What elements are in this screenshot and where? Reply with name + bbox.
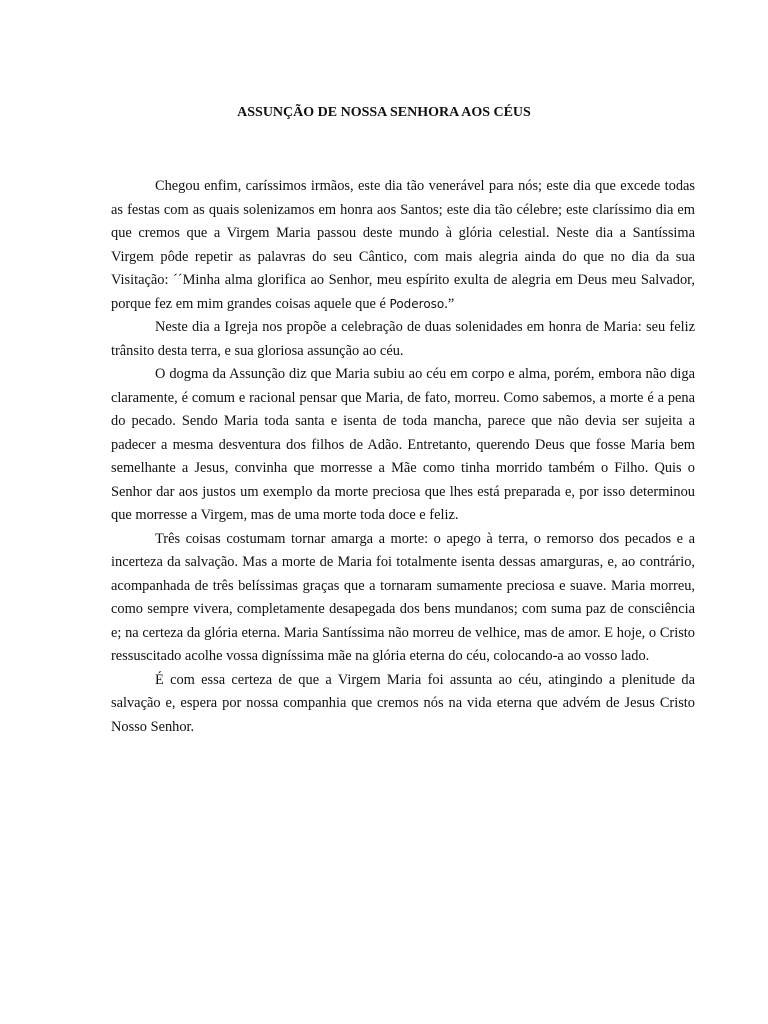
document-body: [111, 175, 695, 739]
paragraph-5: É com essa certeza de que a Virgem Maria foi assunta ao céu, atingindo a plenitude da salvação e, espera por nossa companhia que cremos nós na vida eterna que advém de Jesus Cristo Nosso Senhor.: [111, 671, 695, 735]
paragraph-2: Neste dia a Igreja nos propõe a celebração de duas solenidades em honra de Maria: seu feliz trânsito desta terra, e sua gloriosa assunção ao céu.: [111, 319, 695, 359]
opening-quote-mark: ´´: [173, 272, 183, 288]
quote-text: Minha alma glorifica ao Senhor, meu espírito exulta de alegria em Deus meu Salvador, porque fez em mim grandes coisas aquele que é: [111, 272, 695, 312]
closing-quote-mark: .”: [444, 295, 455, 312]
paragraph-3: O dogma da Assunção diz que Maria subiu ao céu em corpo e alma, porém, embora não diga claramente, é comum e racional pensar que Maria, de fato, morreu. Como sabemos, a morte é a pena do pecado. Sendo Maria toda santa e isenta de toda mancha, parece que não devia ser sujeita a padecer a mesma desventura dos filhos de Adão. Entretanto, querendo Deus que fosse Maria bem semelhante a Jesus, convinha que morresse a Mãe como tinha morrido também o Filho. Quis o Senhor dar aos justos um exemplo da morte preciosa que lhes está preparada e, por isso determinou que morresse a Virgem, mas de uma morte toda doce e feliz.: [111, 366, 695, 523]
paragraph-1-text: Chegou enfim, caríssimos irmãos, este dia tão venerável para nós; este dia que excede todas as festas com as quais solenizamos em honra aos Santos; este dia tão célebre; este claríssimo dia em que cremos que a Virgem Maria passou deste mundo à glória celestial. Neste dia a Santíssima Virgem pôde repetir as palavras do seu Cântico, com mais alegria ainda do que no dia da sua Visitação:: [111, 178, 695, 288]
quote-last-word: Poderoso: [389, 296, 445, 311]
paragraph-1: [111, 175, 695, 316]
paragraph-4: Três coisas costumam tornar amarga a morte: o apego à terra, o remorso dos pecados e a incerteza da salvação. Mas a morte de Maria foi totalmente isenta dessas amarguras, e, ao contrário, acompanhada de três belíssimas graças que a tornaram sumamente preciosa e suave. Maria morreu, como sempre vivera, completamente desapegada dos bens mundanos; com suma paz de consciência e; na certeza da glória eterna. Maria Santíssima não morreu de velhice, mas de amor. E hoje, o Cristo ressuscitado acolhe vossa digníssima mãe na glória eterna do céu, colocando-a ao vosso lado.: [111, 530, 695, 664]
document-title: ASSUNÇÃO DE NOSSA SENHORA AOS CÉUS: [237, 105, 531, 120]
